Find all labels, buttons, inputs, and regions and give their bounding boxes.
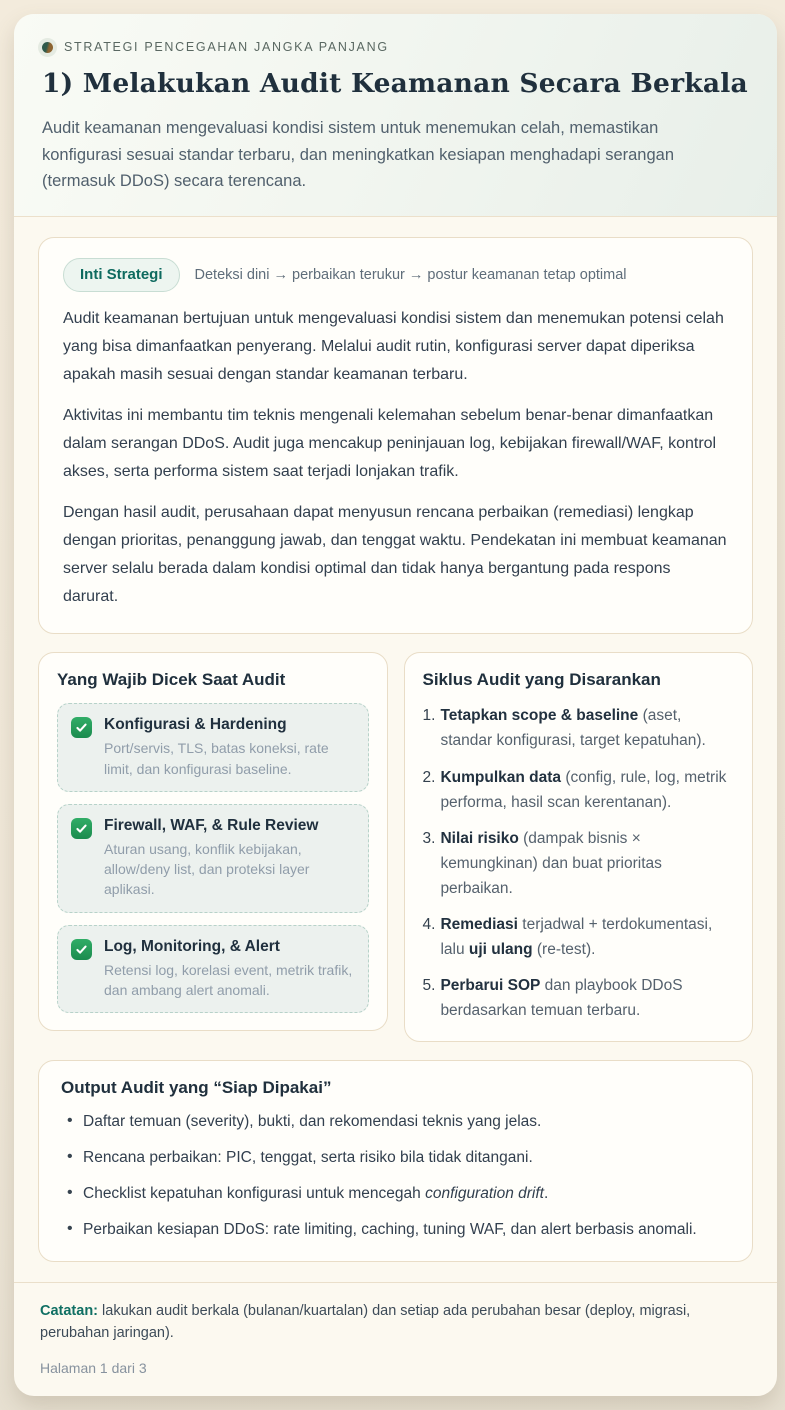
cycle-steps — [423, 703, 735, 1023]
output-bullet — [61, 1110, 730, 1134]
cycle-step-text — [440, 765, 734, 815]
page-indicator: Halaman 1 dari 3 — [40, 1359, 147, 1376]
output-bullet — [61, 1218, 730, 1242]
italic-text: configuration drift — [425, 1184, 544, 1202]
checklist-item-desc: Port/servis, TLS, batas koneksi, rate limit, dan konfigurasi baseline. — [104, 740, 329, 777]
text: (aset, standar konfigurasi, target kepatuhan). — [440, 707, 706, 750]
two-column-row — [38, 652, 753, 1041]
checklist-item-title: Log, Monitoring, & Alert — [104, 937, 280, 955]
strategy-caption: Deteksi dini → perbaikan terukur → postur keamanan tetap optimal — [194, 267, 627, 284]
check-icon — [71, 818, 92, 839]
output-section — [38, 1060, 753, 1262]
bullet-dot-icon — [42, 42, 53, 53]
checklist-item — [57, 925, 369, 1014]
strategy-paragraph: Aktivitas ini membantu tim teknis mengenali kelemahan sebelum benar-benar dimanfaatkan dalam serangan DDoS. Audit juga mencakup peninjauan log, kebijakan firewall/WAF, kontrol akses, serta performa sistem saat terjadi lonjakan trafik. — [63, 407, 717, 481]
text: . — [543, 1184, 549, 1202]
text: dan playbook DDoS berdasarkan temuan terbaru. — [440, 977, 683, 1020]
output-bullet — [61, 1182, 730, 1206]
cycle-step-number: 4. — [422, 916, 436, 934]
cycle-step — [423, 826, 735, 901]
note-label: Catatan: — [40, 1302, 99, 1319]
checklist-item-desc: Retensi log, korelasi event, metrik trafik, dan ambang alert anomali. — [104, 961, 353, 999]
cycle-title: Siklus Audit yang Disarankan — [422, 670, 661, 690]
strategy-badge: Inti Strategi — [63, 258, 180, 292]
cycle-step-number: 1. — [422, 707, 436, 725]
output-title: Output Audit yang “Siap Dipakai” — [61, 1077, 332, 1097]
cycle-step-number: 2. — [422, 768, 436, 786]
output-bullets — [61, 1110, 730, 1242]
eyebrow-label: STRATEGI PENCEGAHAN JANGKA PANJANG — [64, 40, 389, 54]
cycle-step — [423, 703, 735, 753]
text: Rencana perbaikan: PIC, tenggat, serta risiko bila tidak ditangani. — [83, 1148, 533, 1166]
bold-text: uji ulang — [468, 941, 533, 959]
bold-text: Remediasi — [440, 916, 518, 934]
checklist-item — [57, 703, 369, 792]
cycle-step-text — [440, 912, 734, 962]
document-card — [14, 14, 777, 1396]
page-description: Audit keamanan mengevaluasi kondisi sistem untuk menemukan celah, memastikan konfigurasi sesuai standar terbaru, dan meningkatkan kesiapan menghadapi serangan (termasuk DDoS) secara terencana. — [42, 119, 674, 190]
cycle-step-text — [440, 826, 734, 901]
checklist-item — [57, 804, 369, 913]
text: (dampak bisnis × kemungkinan) dan buat prioritas perbaikan. — [440, 829, 662, 897]
cycle-step-text — [440, 703, 734, 753]
strategy-paragraph: Dengan hasil audit, perusahaan dapat menyusun rencana perbaikan (remediasi) lengkap dengan prioritas, penanggung jawab, dan tenggat waktu. Pendekatan ini membuat keamanan server selalu berada dalam kondisi optimal dan tidak hanya bergantung pada respons darurat. — [63, 504, 727, 606]
checklist-title: Yang Wajib Dicek Saat Audit — [57, 670, 286, 690]
checklist-item-text — [104, 817, 355, 900]
check-icon — [71, 939, 92, 960]
strategy-section — [38, 237, 753, 634]
document-body — [14, 217, 777, 1281]
text: Checklist kepatuhan konfigurasi untuk mencegah — [83, 1184, 426, 1202]
text: Perbaikan kesiapan DDoS: rate limiting, caching, tuning WAF, dan alert berbasis anomali. — [83, 1220, 697, 1238]
cycle-step — [423, 765, 735, 815]
bold-text: Kumpulkan data — [440, 768, 562, 786]
cycle-step-text — [440, 973, 734, 1023]
note-text: lakukan audit berkala (bulanan/kuartalan) dan setiap ada perubahan besar (deploy, migrasi, perubahan jaringan). — [40, 1302, 691, 1342]
text: (re-test). — [532, 941, 596, 959]
checklist-item-title: Firewall, WAF, & Rule Review — [104, 816, 319, 834]
document-footer — [14, 1282, 777, 1396]
text: terjadwal + terdokumentasi, lalu — [440, 916, 713, 959]
checklist-item-text — [104, 938, 355, 1001]
strategy-badge-row — [63, 258, 728, 292]
checklist-items — [57, 703, 369, 1013]
output-bullet — [61, 1146, 730, 1170]
cycle-step — [423, 912, 735, 962]
text: (config, rule, log, metrik performa, hasil scan kerentanan). — [440, 768, 727, 811]
note — [40, 1300, 751, 1345]
checklist-section — [38, 652, 388, 1031]
strategy-paragraphs — [63, 305, 728, 611]
checklist-item-desc: Aturan usang, konflik kebijakan, allow/deny list, dan proteksi layer aplikasi. — [104, 840, 310, 898]
page-title: 1) Melakukan Audit Keamanan Secara Berkala — [42, 68, 748, 99]
text: Daftar temuan (severity), bukti, dan rekomendasi teknis yang jelas. — [83, 1112, 542, 1130]
checklist-item-text — [104, 716, 355, 779]
bold-text: Perbarui SOP — [440, 977, 541, 995]
document-header — [14, 14, 777, 217]
check-icon — [71, 717, 92, 738]
eyebrow — [42, 40, 749, 54]
cycle-section — [404, 652, 754, 1041]
cycle-step-number: 5. — [422, 977, 436, 995]
bold-text: Tetapkan scope & baseline — [440, 707, 639, 725]
checklist-item-title: Konfigurasi & Hardening — [104, 716, 287, 734]
strategy-paragraph: Audit keamanan bertujuan untuk mengevaluasi kondisi sistem dan menemukan potensi celah yang bisa dimanfaatkan penyerang. Melalui audit rutin, konfigurasi server dapat diperiksa apakah masih sesuai dengan standar keamanan terbaru. — [63, 310, 724, 384]
bold-text: Nilai risiko — [440, 829, 519, 847]
cycle-step — [423, 973, 735, 1023]
cycle-step-number: 3. — [422, 829, 436, 847]
